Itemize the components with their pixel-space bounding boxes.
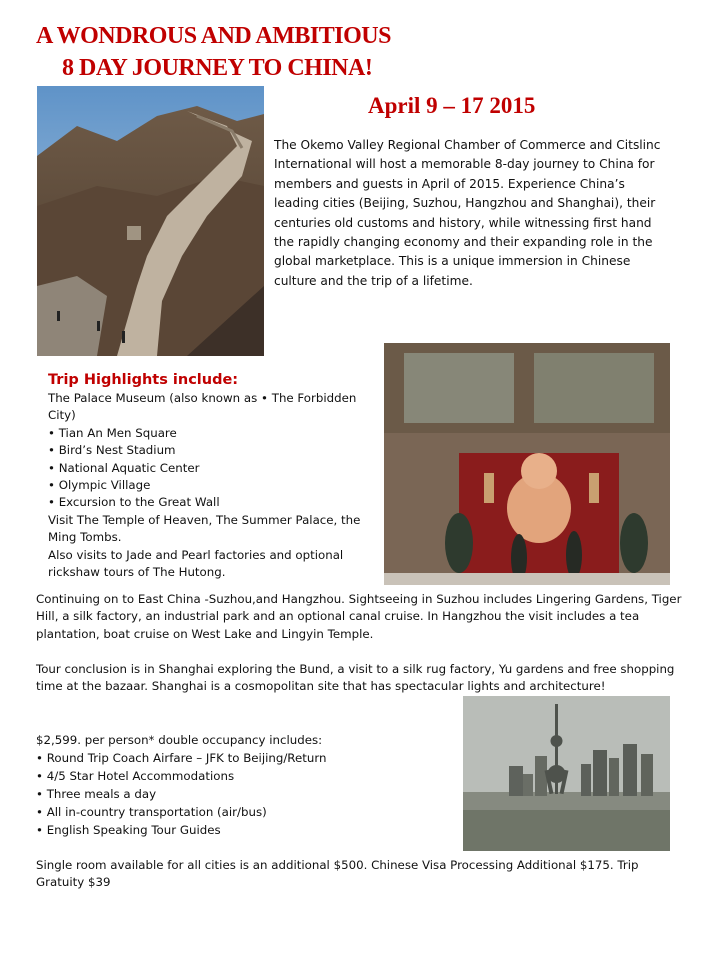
east-china-paragraph: Continuing on to East China -Suzhou,and Hangzhou. Sightseeing in Suzhou includes Lingering Gardens, Tiger Hill, a silk factory, an industrial park and an optional canal cruise. In Hangzhou the visit includes a tea plantation, boat cruise on West Lake and Lingyin Temple. [36,592,682,641]
list-item: • Bird’s Nest Stadium [48,443,176,458]
list-item: • Excursion to the Great Wall [48,495,220,510]
list-item: • Three meals a day [36,786,157,801]
title-line-1: A WONDROUS AND AMBITIOUS [36,23,391,49]
list-item: • Tian An Men Square [48,425,177,440]
list-item: The Palace Museum (also known as • The Forbidden City) [48,391,357,423]
shanghai-paragraph: Tour conclusion is in Shanghai exploring the Bund, a visit to a silk rug factory, Yu gardens and free shopping time at the bazaar. Shanghai is a cosmopolitan site that has spectacular lights and architecture! [36,662,675,694]
extras-paragraph: Single room available for all cities is an additional $500. Chinese Visa Processing Additional $175. Trip Gratuity $39 [36,858,639,890]
pricing-block [36,732,456,839]
list-item: • All in-country transportation (air/bus) [36,804,267,819]
list-item: • Olympic Village [48,478,151,493]
list-item: Also visits to Jade and Pearl factories and optional rickshaw tours of The Hutong. [48,547,344,580]
great-wall-photo [37,86,264,356]
jade-buddha-photo [384,343,670,585]
intro-paragraph: The Okemo Valley Regional Chamber of Commerce and Citslinc International will host a memorable 8-day journey to China for members and guests in April of 2015. Experience China’s leading cities (Beijing, Suzhou, Hangzhou and Shanghai), their centuries old customs and history, while witnessing first hand the rapidly changing economy and their expanding role in the global marketplace. This is a unique immersion in Chinese culture and the trip of a lifetime. [274,138,661,288]
shanghai-skyline-photo [463,696,670,851]
pricing-heading: $2,599. per person* double occupancy includes: [36,733,323,747]
highlights-heading: Trip Highlights include: [48,372,239,388]
list-item: • Round Trip Coach Airfare – JFK to Beijing/Return [36,750,327,765]
list-item: • National Aquatic Center [48,460,200,475]
title-line-2: 8 DAY JOURNEY TO CHINA! [62,55,373,81]
highlights-list [48,390,374,581]
list-item: • English Speaking Tour Guides [36,822,221,837]
brochure-title [36,20,391,84]
trip-dates: April 9 – 17 2015 [368,93,536,118]
list-item: • 4/5 Star Hotel Accommodations [36,768,235,783]
list-item: Visit The Temple of Heaven, The Summer Palace, the Ming Tombs. [48,512,361,545]
